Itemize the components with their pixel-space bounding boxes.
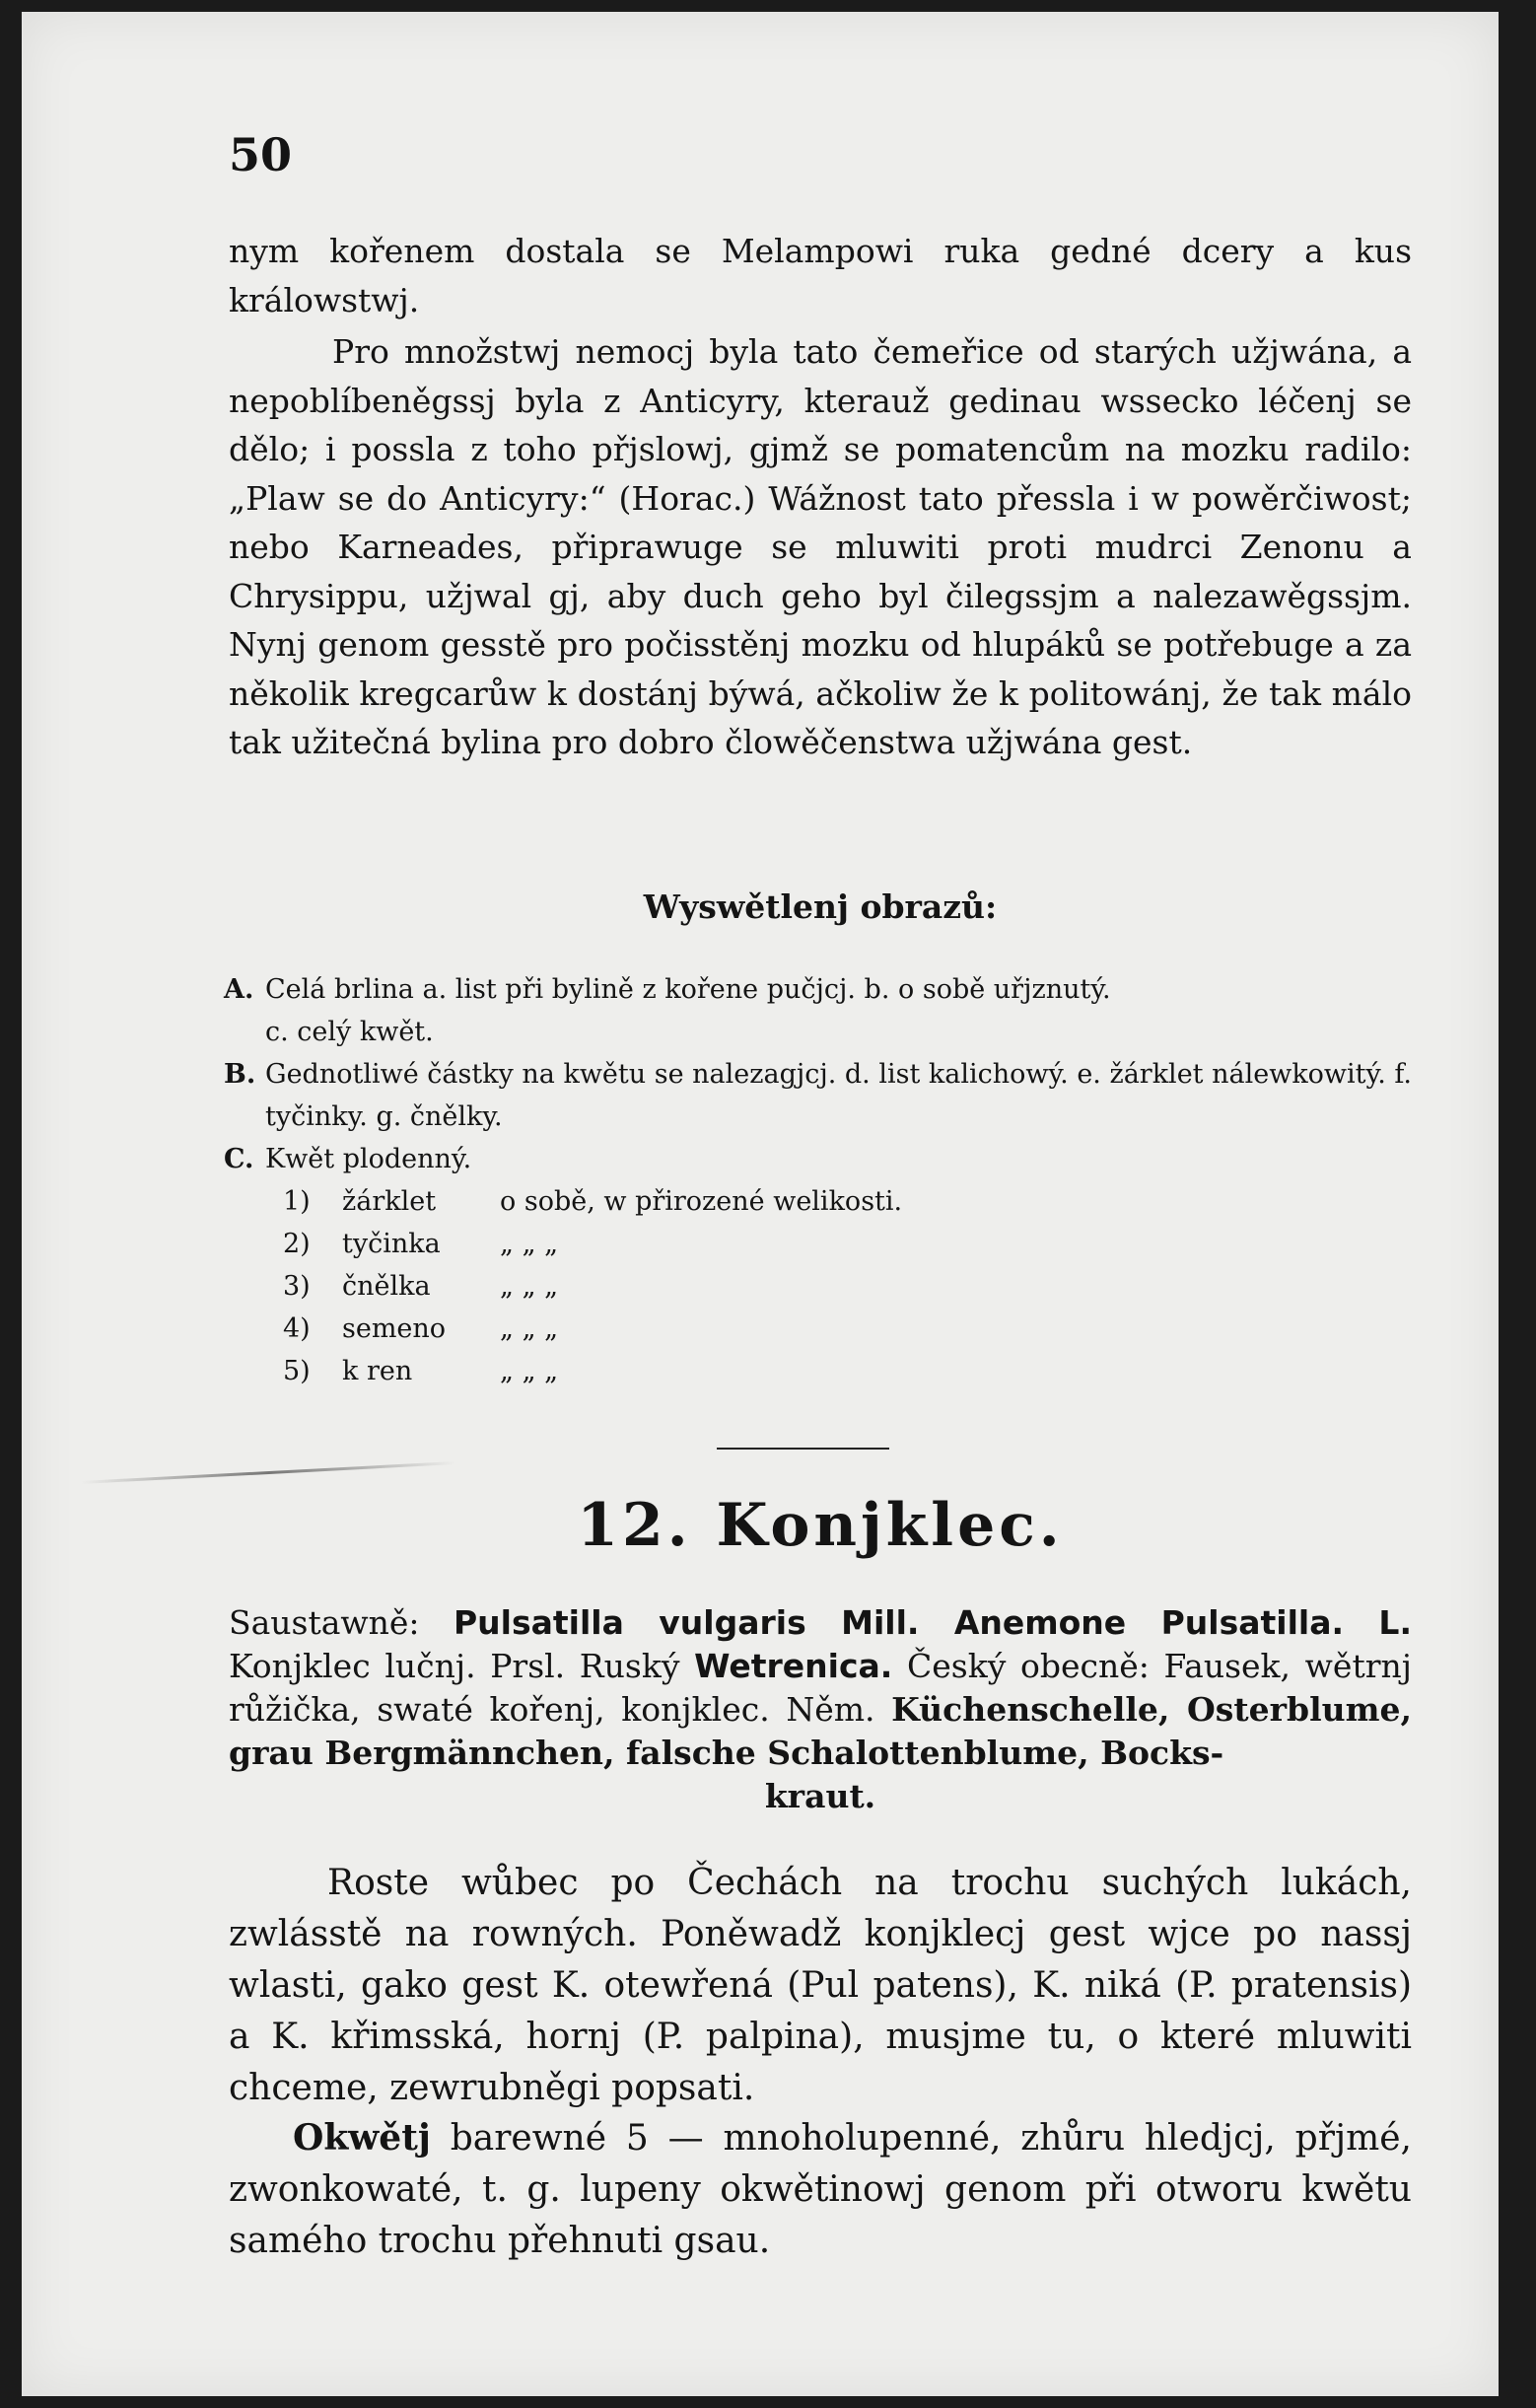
names-lead: Saustawně:: [229, 1603, 420, 1642]
paragraph-4: [229, 2112, 1412, 2267]
section-divider: [717, 1448, 889, 1450]
figure-number: 3): [283, 1271, 311, 1302]
figure-label: čnělka: [342, 1271, 431, 1302]
german-names-end: kraut.: [764, 1777, 876, 1815]
paragraph-1: nym kořenem dostala se Melampowi ruka gedné dcery a kus králowstwj.: [229, 232, 1412, 319]
explanation-item-b: [224, 1053, 1427, 1138]
explanation-list: [224, 968, 1427, 1392]
figure-note: „ „ „: [500, 1271, 559, 1302]
names-line2: Konjklec lučnj. Prsl. Ruský: [229, 1647, 680, 1685]
german-names: Küchenschelle, Osterblume, grau Bergmännchen, falsche Schalottenblume, Bocks-: [229, 1690, 1412, 1772]
figure-label: tyčinka: [342, 1229, 441, 1259]
book-page: [22, 12, 1499, 2396]
section-title: 12. Konjklec.: [577, 1491, 1064, 1560]
czech-names: Český obecně: Fausek, wětrnj růžička, swaté kořenj, konjklec. Něm.: [229, 1647, 1412, 1729]
item-letter: C.: [224, 1144, 254, 1174]
figure-label: žárklet: [342, 1186, 437, 1217]
para4-lead: Okwětj: [293, 2117, 431, 2159]
para4-text: barewné 5 — mnoholupenné, zhůru hledjcj, přjmé, zwonkowaté, t. g. lupeny okwětinowj genom při otworu kwětu samého trochu přehnuti gsau.: [229, 2118, 1412, 2261]
figure-number: 5): [283, 1356, 311, 1386]
item-text: Kwět plodenný.: [265, 1144, 472, 1174]
russian-name: Wetrenica.: [694, 1647, 893, 1685]
item-text: Celá brlina a. list při bylině z kořene pučjcj. b. o sobě uřjznutý.: [265, 974, 1111, 1005]
item-letter: B.: [224, 1059, 256, 1090]
figure-row: [224, 1350, 1427, 1392]
explanation-heading: Wyswětlenj obrazů:: [643, 887, 998, 926]
page-number: 50: [229, 128, 293, 181]
item-letter: A.: [224, 974, 254, 1005]
figure-note: „ „ „: [500, 1356, 559, 1386]
paragraph-3: Roste wůbec po Čechách na trochu suchých lukách, zwlásstě na rowných. Poněwadž konjklecj gest wjce po nassj wlasti, gako gest K. otewřená (Pul patens), K. niká (P. pratensis) a K. křimsská, hornj (P. palpina), musjme tu, o které mluwiti chceme, zewrubněgi popsati.: [229, 1863, 1412, 2108]
figure-label: semeno: [342, 1313, 447, 1344]
explanation-item-a-cont: c. celý kwět.: [265, 1017, 434, 1047]
figure-note: „ „ „: [500, 1313, 559, 1344]
figure-note: o sobě, w přirozené welikosti.: [500, 1186, 903, 1217]
figure-number: 1): [283, 1186, 311, 1217]
figure-row: [224, 1180, 1427, 1223]
explanation-item-c: [224, 1138, 1427, 1180]
figure-note: „ „ „: [500, 1229, 559, 1259]
figure-number: 4): [283, 1313, 311, 1344]
figure-label: k ren: [342, 1356, 413, 1386]
figure-row: [224, 1308, 1427, 1350]
latin-name: Pulsatilla vulgaris Mill. Anemone Pulsatilla. L.: [453, 1603, 1412, 1642]
explanation-item-a: [224, 968, 1427, 1011]
plant-names: [229, 1601, 1412, 1818]
figure-row: [224, 1223, 1427, 1265]
item-text: Gednotliwé částky na kwětu se nalezagjcj. d. list kalichowý. e. žárklet nálewkowitý. f. tyčinky. g. čnělky.: [265, 1059, 1412, 1132]
paragraph-2: Pro množstwj nemocj byla tato čemeřice od starých užjwána, a nepoblíbeněgssj byla z Anticyry, kterauž gedinau wssecko léčenj se dělo; i possla z toho přjslowj, gjmž se pomatencům na mozku radilo: „Plaw se do Anticyry:“ (Horac.) Wážnost tato přessla i w powěrčiwost; nebo Karneades, připrawuge se mluwiti proti mudrci Zenonu a Chrysippu, užjwal gj, aby duch geho byl čilegssjm a nalezawěgssjm. Nynj genom gesstě pro počisstěnj mozku od hlupáků se potřebuge a za několik kregcarůw k dostánj býwá, ačkoliw že k politowánj, že tak málo tak užitečná bylina pro dobro člowěčenstwa užjwána gest.: [229, 332, 1412, 761]
scan-artifact: [81, 1461, 455, 1484]
figure-row: [224, 1265, 1427, 1308]
figure-number: 2): [283, 1229, 311, 1259]
